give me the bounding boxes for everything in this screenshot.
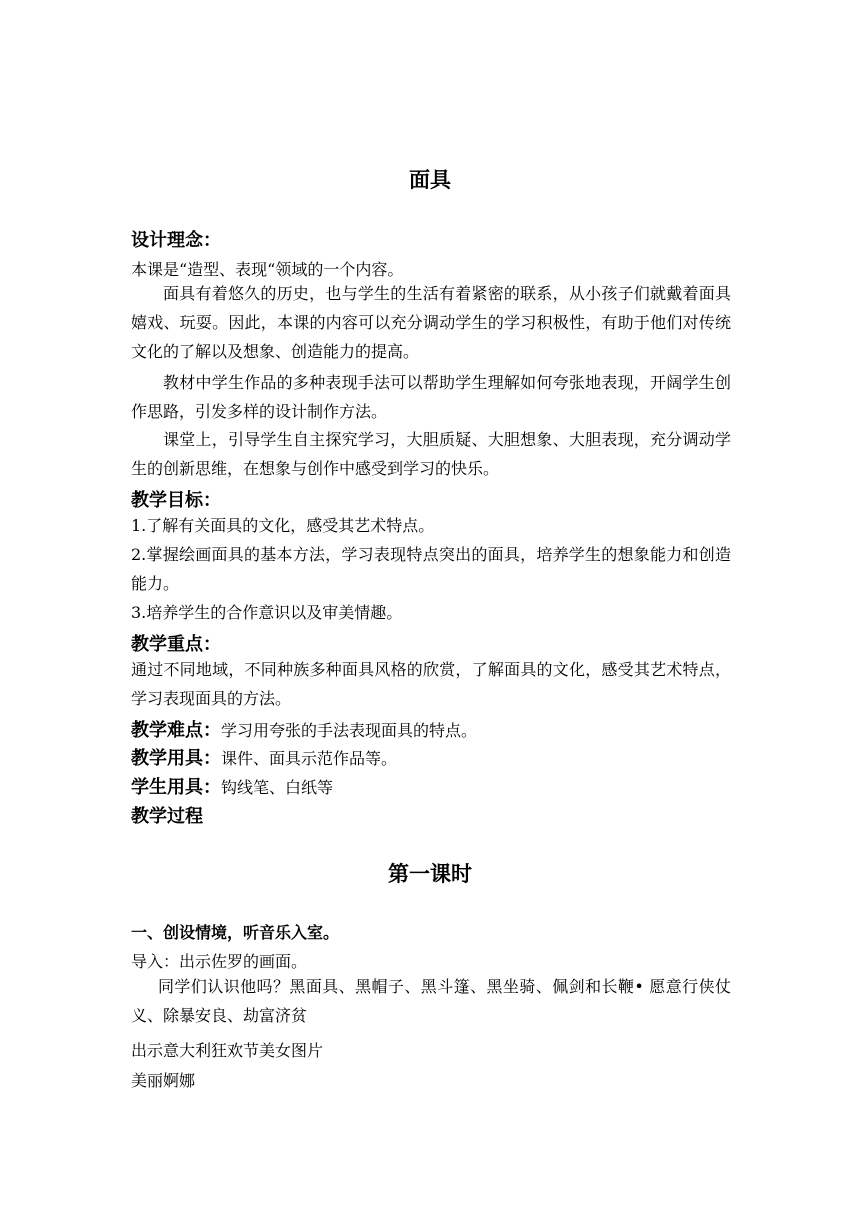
design-heading: 设计理念： (131, 230, 221, 251)
section1-heading: 一、创设情境，听音乐入室。 (131, 923, 340, 942)
student-tools-label: 学生用具： (131, 777, 221, 798)
tools-text: 课件、面具示范作品等。 (221, 749, 398, 768)
design-paragraph-2: 教材中学生作品的多种表现手法可以帮助学生理解如何夸张地表现，开阔学生创作思路，引发多样的设计制作方法。 (131, 373, 731, 421)
goal-item-3: 3.培养学生的合作意识以及审美情趣。 (131, 603, 403, 622)
focus-text: 通过不同地域，不同种族多种面具风格的欣赏，了解面具的文化，感受其艺术特点，学习表现面具的方法。 (131, 660, 731, 708)
section1-line3: 出示意大利狂欢节美女图片 (131, 1041, 324, 1060)
page-title: 面具 (409, 168, 451, 192)
goal-item-1: 1.了解有关面具的文化，感受其艺术特点。 (131, 516, 435, 535)
difficulty-text: 学习用夸张的手法表现面具的特点。 (221, 721, 478, 740)
tools-line (131, 744, 397, 770)
section1-lead: 导入：出示佐罗的画面。 (131, 952, 308, 971)
section1-line4: 美丽婀娜 (131, 1071, 196, 1090)
student-tools-text: 钩线笔、白纸等 (221, 778, 334, 797)
lesson-title: 第一课时 (388, 862, 472, 886)
difficulty-line (131, 716, 477, 742)
process-heading: 教学过程 (131, 806, 203, 827)
section1-paragraph: 同学们认识他吗？黑面具、黑帽子、黑斗篷、黑坐骑、佩剑和长鞭• 愿意行侠仗义、除暴安良、劫富济贫 (131, 977, 731, 1025)
design-intro: 本课是“造型、表现“领域的一个内容。 (131, 260, 404, 279)
tools-label: 教学用具： (131, 748, 221, 769)
design-paragraph-1: 面具有着悠久的历史，也与学生的生活有着紧密的联系，从小孩子们就戴着面具嬉戏、玩耍。因此，本课的内容可以充分调动学生的学习积极性，有助于他们对传统文化的了解以及想象、创造能力的提高。 (131, 284, 731, 361)
design-paragraph-3: 课堂上，引导学生自主探究学习，大胆质疑、大胆想象、大胆表现，充分调动学生的创新思维，在想象与创作中感受到学习的快乐。 (131, 430, 731, 478)
difficulty-label: 教学难点： (131, 720, 221, 741)
focus-heading: 教学重点： (131, 634, 221, 655)
goal-item-2: 2.掌握绘画面具的基本方法，学习表现特点突出的面具，培养学生的想象能力和创造能力。 (131, 545, 731, 593)
goals-heading: 教学目标： (131, 490, 221, 511)
student-tools-line (131, 773, 333, 799)
